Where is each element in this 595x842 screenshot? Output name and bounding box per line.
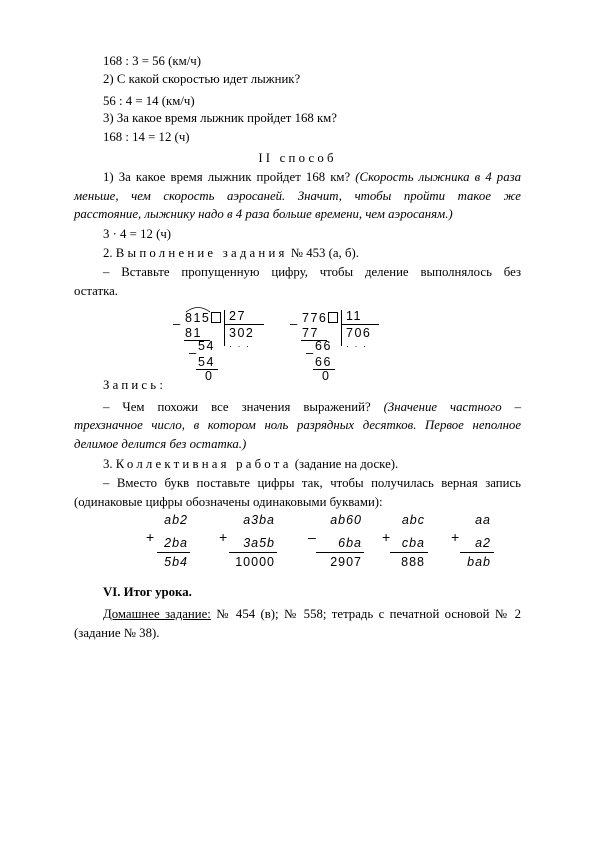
minus-sign: – xyxy=(306,345,314,360)
puzzle-top-row xyxy=(455,513,491,528)
puzzle-mid: cba xyxy=(401,536,425,550)
solution-line-3: 56 : 4 = 14 (км/ч) xyxy=(103,94,195,108)
puzzle-mid: 3a5b xyxy=(243,536,275,550)
task2-question-text: – Чем похожи все значения выражений? xyxy=(103,400,384,414)
solution-line-4: 3) За какое время лыжник пройдет 168 км? xyxy=(103,111,337,125)
task2-answer-3: делимое делится без остатка.) xyxy=(74,437,247,451)
task3-instruction-1: – Вместо букв поставьте цифры так, чтобы получилась верная запись xyxy=(103,476,521,490)
subtrahend-1: 81 xyxy=(185,326,202,340)
divisor-line xyxy=(224,324,264,325)
division-bar xyxy=(341,310,342,346)
sum-line xyxy=(157,552,190,553)
remainder-2: 66 xyxy=(315,339,332,353)
puzzle-mid: a2 xyxy=(475,536,491,550)
subtrahend-2: 66 xyxy=(315,355,332,369)
puzzle-mid: 6ba xyxy=(338,536,362,550)
puzzle-result: 5b4 xyxy=(164,555,188,569)
puzzle-result-row xyxy=(455,555,491,570)
solution-line-2: 2) С какой скоростью идет лыжник? xyxy=(103,72,301,86)
subtrahend-2: 54 xyxy=(198,355,215,369)
quotient-dots: · · · xyxy=(229,341,251,351)
method-explanation-3: расстояние, лыжнику надо в 4 раза больше времени, чем аэросаням.) xyxy=(74,207,453,221)
puzzle-top-row xyxy=(146,513,188,528)
task2-instruction-1: – Вставьте пропущенную цифру, чтобы деление выполнялось без xyxy=(103,265,521,279)
missing-digit-box xyxy=(328,312,338,323)
method-heading: II способ xyxy=(258,151,337,165)
operator: – xyxy=(308,529,316,545)
puzzle-top-row xyxy=(220,513,275,528)
summary-title: VI. Итог урока. xyxy=(103,585,192,599)
minus-sign: – xyxy=(189,345,197,360)
puzzle-mid-row xyxy=(220,536,275,551)
record-label: Запись: xyxy=(103,378,167,392)
quotient-1: 302 xyxy=(229,326,255,340)
subtrahend-1: 77 xyxy=(302,326,319,340)
final-remainder-1: 0 xyxy=(205,369,214,383)
method-explanation-1: (Скорость лыжника в 4 раза xyxy=(355,170,521,184)
sum-line xyxy=(390,552,428,553)
solution-line-1: 168 : 3 = 56 (км/ч) xyxy=(103,54,201,68)
operator: + xyxy=(382,529,391,545)
task3-instruction-2: (одинаковые цифры обозначены одинаковыми буквами): xyxy=(74,495,383,509)
puzzle-mid-row xyxy=(455,536,491,551)
division-bar xyxy=(224,310,225,346)
puzzle-top: a3ba xyxy=(243,513,275,527)
puzzle-mid: 2ba xyxy=(164,536,188,550)
task2-prefix: 2. xyxy=(103,246,116,260)
homework-line-2: (задание № 38). xyxy=(74,626,160,640)
method-answer: 3 · 4 = 12 (ч) xyxy=(103,227,172,241)
method-explanation-2: меньше, чем скорость аэросаней. Значит, чтобы пройти такое же xyxy=(74,189,521,203)
sum-line xyxy=(229,552,277,553)
puzzle-result: 2907 xyxy=(330,555,362,569)
dividend-digits: 815 xyxy=(185,311,211,325)
dividend-digits: 776 xyxy=(302,311,328,325)
puzzle-mid-row xyxy=(385,536,425,551)
final-remainder-2: 0 xyxy=(322,369,331,383)
divisor-2: 11 xyxy=(346,309,362,323)
puzzle-top-row xyxy=(385,513,425,528)
task2-title xyxy=(103,245,359,261)
operator: + xyxy=(451,529,460,545)
puzzle-result: 888 xyxy=(401,555,425,569)
task3-title xyxy=(103,456,398,472)
puzzle-mid-row xyxy=(146,536,188,551)
dividend-1 xyxy=(185,311,221,325)
task2-suffix: № 453 (а, б). xyxy=(287,246,359,260)
solution-line-5: 168 : 14 = 12 (ч) xyxy=(103,130,190,144)
operator: + xyxy=(146,529,155,545)
operator: + xyxy=(219,529,228,545)
task2-question xyxy=(103,399,521,415)
minus-sign: – xyxy=(173,316,181,331)
puzzle-top: ab2 xyxy=(164,513,188,527)
dividend-2 xyxy=(302,311,338,325)
homework-text: № 454 (в); № 558; тетрадь с печатной основой № 2 xyxy=(210,607,521,621)
sum-line xyxy=(460,552,494,553)
quotient-2: 706 xyxy=(346,326,372,340)
puzzle-top-row xyxy=(312,513,362,528)
puzzle-top: aa xyxy=(475,513,491,527)
task3-title-text: Коллективная работа xyxy=(115,457,292,471)
method-question-text: 1) За какое время лыжник пройдет 168 км? xyxy=(103,170,356,184)
task3-prefix: 3. xyxy=(103,457,116,471)
remainder-1: 54 xyxy=(198,339,215,353)
puzzle-mid-row xyxy=(312,536,362,551)
puzzle-result-row xyxy=(146,555,188,570)
minus-sign: – xyxy=(290,316,298,331)
task2-instruction-2: остатка. xyxy=(74,284,118,298)
divisor-1: 27 xyxy=(229,309,246,323)
homework-label: Домашнее задание: xyxy=(103,607,211,621)
puzzle-top: abc xyxy=(401,513,425,527)
task2-title-text: Выполнение задания xyxy=(115,246,288,260)
puzzle-result: 10000 xyxy=(235,555,275,569)
task2-answer-2: трехзначное число, в котором ноль разрядных десятков. Первое неполное xyxy=(74,418,521,432)
puzzle-result: bab xyxy=(467,555,491,569)
missing-digit-box xyxy=(211,312,221,323)
task3-suffix: (задание на доске). xyxy=(291,457,399,471)
quotient-dots: · · · xyxy=(346,341,368,351)
divisor-line xyxy=(341,324,379,325)
task2-answer-1: (Значение частного – xyxy=(383,400,521,414)
method-question xyxy=(103,169,521,185)
puzzle-top: ab60 xyxy=(330,513,362,527)
difference-line xyxy=(316,552,364,553)
homework-line xyxy=(103,606,521,622)
